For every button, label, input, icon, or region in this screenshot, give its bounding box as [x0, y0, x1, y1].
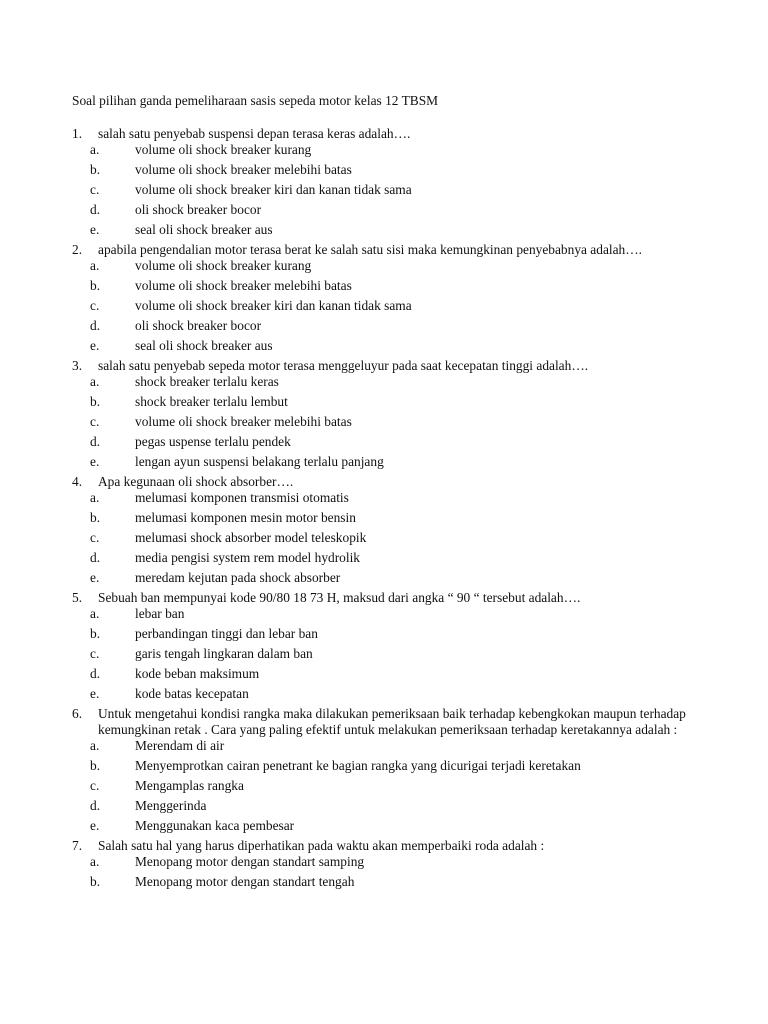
option-text: meredam kejutan pada shock absorber — [135, 570, 341, 585]
option-letter: b. — [90, 758, 101, 773]
option-letter: d. — [90, 550, 101, 565]
option-text: melumasi komponen mesin motor bensin — [135, 510, 356, 525]
question-number: 6. — [72, 706, 83, 721]
option-letter: a. — [90, 142, 100, 157]
option-letter: b. — [90, 510, 101, 525]
option-letter: c. — [90, 298, 100, 313]
option-text: volume oli shock breaker melebihi batas — [135, 414, 352, 429]
option-letter: c. — [90, 778, 100, 793]
answer-option — [72, 258, 712, 278]
answer-option — [72, 374, 712, 394]
option-text: oli shock breaker bocor — [135, 318, 262, 333]
option-letter: e. — [90, 338, 100, 353]
answer-option — [72, 510, 712, 530]
option-text: shock breaker terlalu keras — [135, 374, 279, 389]
answer-option — [72, 570, 712, 590]
answer-option — [72, 646, 712, 666]
answer-option — [72, 142, 712, 162]
answer-option — [72, 550, 712, 570]
question-item — [72, 706, 712, 838]
answer-option — [72, 338, 712, 358]
question-number: 2. — [72, 242, 83, 257]
option-text: volume oli shock breaker kiri dan kanan tidak sama — [135, 298, 412, 313]
option-letter: e. — [90, 818, 100, 833]
answer-option — [72, 182, 712, 202]
option-text: seal oli shock breaker aus — [135, 222, 273, 237]
option-letter: d. — [90, 798, 101, 813]
answer-option — [72, 298, 712, 318]
option-text: oli shock breaker bocor — [135, 202, 262, 217]
answer-option — [72, 530, 712, 550]
question-text: Apa kegunaan oli shock absorber…. — [98, 474, 294, 489]
option-letter: a. — [90, 490, 100, 505]
question-number: 5. — [72, 590, 83, 605]
question-text: apabila pengendalian motor terasa berat ke salah satu sisi maka kemungkinan penyebabnya adalah…. — [98, 242, 642, 257]
option-text: lebar ban — [135, 606, 185, 621]
document-title: Soal pilihan ganda pemeliharaan sasis sepeda motor kelas 12 TBSM — [72, 93, 439, 108]
answer-option — [72, 222, 712, 242]
option-text: Menggerinda — [135, 798, 207, 813]
answer-option — [72, 666, 712, 686]
option-text: melumasi komponen transmisi otomatis — [135, 490, 349, 505]
option-letter: b. — [90, 626, 101, 641]
option-letter: a. — [90, 606, 100, 621]
answer-option — [72, 626, 712, 646]
option-text: volume oli shock breaker melebihi batas — [135, 278, 352, 293]
question-number: 4. — [72, 474, 83, 489]
question-text: Untuk mengetahui kondisi rangka maka dilakukan pemeriksaan baik terhadap kebengkokan maupun terhadap kemungkinan retak . Cara yang paling efektif untuk melakukan pemeriksaan terhadap keretakannya adalah : — [98, 706, 686, 737]
option-text: shock breaker terlalu lembut — [135, 394, 288, 409]
option-letter: a. — [90, 374, 100, 389]
question-item — [72, 126, 712, 242]
answer-option — [72, 738, 712, 758]
answer-option — [72, 874, 712, 894]
question-item — [72, 242, 712, 358]
option-letter: d. — [90, 202, 101, 217]
option-text: perbandingan tinggi dan lebar ban — [135, 626, 318, 641]
answer-option — [72, 490, 712, 510]
option-text: Menggunakan kaca pembesar — [135, 818, 295, 833]
option-text: volume oli shock breaker kurang — [135, 258, 312, 273]
option-text: Menopang motor dengan standart tengah — [135, 874, 355, 889]
option-text: media pengisi system rem model hydrolik — [135, 550, 360, 565]
option-letter: a. — [90, 738, 100, 753]
option-letter: a. — [90, 258, 100, 273]
option-letter: a. — [90, 854, 100, 869]
answer-option — [72, 202, 712, 222]
option-letter: b. — [90, 394, 101, 409]
option-text: pegas uspense terlalu pendek — [135, 434, 291, 449]
question-item — [72, 358, 712, 474]
answer-option — [72, 394, 712, 414]
answer-option — [72, 278, 712, 298]
answer-option — [72, 414, 712, 434]
option-letter: d. — [90, 666, 101, 681]
answer-option — [72, 798, 712, 818]
question-text: Salah satu hal yang harus diperhatikan pada waktu akan memperbaiki roda adalah : — [98, 838, 545, 853]
option-text: kode batas kecepatan — [135, 686, 249, 701]
question-number: 3. — [72, 358, 83, 373]
question-number: 7. — [72, 838, 83, 853]
option-text: volume oli shock breaker melebihi batas — [135, 162, 352, 177]
option-letter: b. — [90, 162, 101, 177]
question-item — [72, 838, 712, 894]
answer-option — [72, 162, 712, 182]
option-letter: e. — [90, 454, 100, 469]
answer-option — [72, 778, 712, 798]
question-list — [72, 126, 712, 894]
option-text: Menopang motor dengan standart samping — [135, 854, 365, 869]
option-text: seal oli shock breaker aus — [135, 338, 273, 353]
option-letter: e. — [90, 686, 100, 701]
option-letter: c. — [90, 646, 100, 661]
option-text: Merendam di air — [135, 738, 225, 753]
option-letter: b. — [90, 874, 101, 889]
option-letter: e. — [90, 570, 100, 585]
answer-option — [72, 434, 712, 454]
option-text: volume oli shock breaker kurang — [135, 142, 312, 157]
answer-option — [72, 854, 712, 874]
option-letter: c. — [90, 530, 100, 545]
answer-option — [72, 758, 712, 778]
question-item — [72, 474, 712, 590]
option-text: Mengamplas rangka — [135, 778, 244, 793]
answer-option — [72, 318, 712, 338]
question-number: 1. — [72, 126, 83, 141]
option-letter: c. — [90, 414, 100, 429]
option-text: kode beban maksimum — [135, 666, 260, 681]
option-letter: e. — [90, 222, 100, 237]
option-text: garis tengah lingkaran dalam ban — [135, 646, 313, 661]
option-text: volume oli shock breaker kiri dan kanan tidak sama — [135, 182, 412, 197]
option-text: melumasi shock absorber model teleskopik — [135, 530, 367, 545]
option-letter: d. — [90, 434, 101, 449]
answer-option — [72, 686, 712, 706]
answer-option — [72, 454, 712, 474]
option-text: lengan ayun suspensi belakang terlalu panjang — [135, 454, 384, 469]
option-letter: d. — [90, 318, 101, 333]
option-letter: b. — [90, 278, 101, 293]
question-text: salah satu penyebab sepeda motor terasa menggeluyur pada saat kecepatan tinggi adalah…. — [98, 358, 589, 373]
answer-option — [72, 818, 712, 838]
question-item — [72, 590, 712, 706]
question-text: salah satu penyebab suspensi depan terasa keras adalah…. — [98, 126, 411, 141]
option-letter: c. — [90, 182, 100, 197]
option-text: Menyemprotkan cairan penetrant ke bagian rangka yang dicurigai terjadi keretakan — [135, 758, 581, 773]
question-text: Sebuah ban mempunyai kode 90/80 18 73 H, maksud dari angka “ 90 “ tersebut adalah…. — [98, 590, 581, 605]
answer-option — [72, 606, 712, 626]
